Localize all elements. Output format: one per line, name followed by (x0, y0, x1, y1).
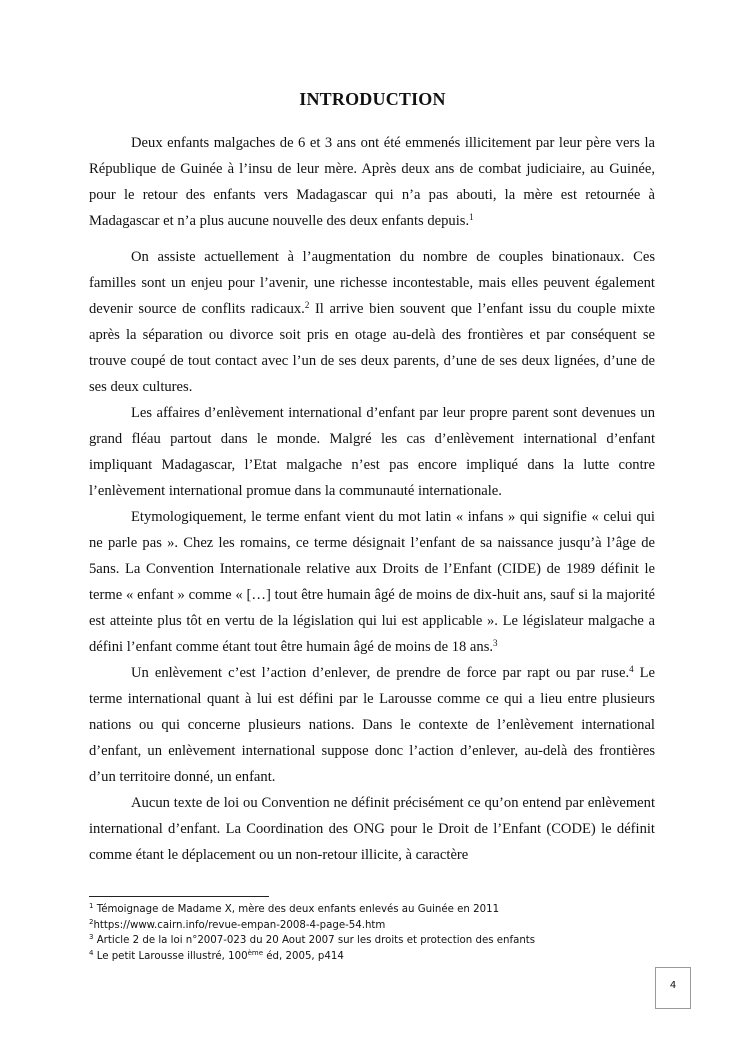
page-title: INTRODUCTION (299, 89, 446, 109)
paragraph: Aucun texte de loi ou Convention ne définit précisément ce qu’on entend par enlèvement international d’enfant. La Coordination des ONG pour le Droit de l’Enfant (CODE) le définit comme étant le déplacement ou un non-retour illicite, à caractère (89, 795, 655, 863)
paragraph: Etymologiquement, le terme enfant vient du mot latin « infans » qui signifie « celui qui ne parle pas ». Chez les romains, ce terme désignait l’enfant de sa naissance jusqu’à l’âge de 5ans. La Convention Internationale relative aux Droits de l’Enfant (CIDE) de 1989 définit le terme « enfant » comme « […] tout être humain âgé de moins de dix-huit ans, sauf si la majorité est atteinte plus tôt en vertu de la législation qui lui est applicable ». Le législateur malgache a défini l’enfant comme étant tout être humain âgé de moins de 18 ans.$^3$ (89, 509, 655, 655)
paragraph: Un enlèvement c’est l’action d’enlever, de prendre de force par rapt ou par ruse.$^4$ Le terme international quant à lui est défini par le Larousse comme ce qui a lieu entre plusieurs nations ou qui concerne plusieurs nations. Dans le contexte de l’enlèvement international d’enfant, un enlèvement international suppose donc l’action d’enlever, au-delà des frontières d’un territoire donné, un enfant. (89, 664, 655, 785)
footnote: $^2$https://www.cairn.info/revue-empan-2008-4-page-54.htm (89, 917, 386, 931)
footnote: $^3$ Article 2 de la loi n°2007-023 du 20 Aout 2007 sur les droits et protection des enfants (89, 933, 536, 946)
footnote: $^1$ Témoignage de Madame X, mère des deux enfants enlevés au Guinée en 2011 (89, 902, 500, 915)
body-text (89, 130, 655, 868)
footnotes (89, 902, 655, 964)
footnote-url[interactable]: https://www.cairn.info/revue-empan-2008-4-page-54.htm (93, 919, 386, 931)
footnote-divider (89, 896, 269, 897)
paragraph: On assiste actuellement à l’augmentation du nombre de couples binationaux. Ces familles sont un enjeu pour l’avenir, une richesse incontestable, mais elles peuvent également devenir source de conflits radicaux.$^2$ Il arrive bien souvent que l’enfant issu du couple mixte après la séparation ou divorce soit pris en otage au-delà des frontières et par conséquent se trouve coupé de tout contact avec l’un de ses deux parents, d’une de ses deux lignées, d’une de ses deux cultures. (89, 249, 655, 395)
footnote-ref: 2 (304, 300, 310, 310)
paragraph: Deux enfants malgaches de 6 et 3 ans ont été emmenés illicitement par leur père vers la République de Guinée à l’insu de leur mère. Après deux ans de combat judiciaire, au Guinée, pour le retour des enfants vers Madagascar qui n’a pas abouti, la mère est retournée à Madagascar et n’a plus aucune nouvelle des deux enfants depuis.$^1$ (89, 135, 655, 229)
footnote-ref: 3 (493, 638, 498, 648)
footnote: $^4$ Le petit Larousse illustré, 100ème éd, 2005, p414 (89, 948, 344, 962)
paragraph: Les affaires d’enlèvement international d’enfant par leur propre parent sont devenues un grand fléau partout dans le monde. Malgré les cas d’enlèvement international d’enfant impliquant Madagascar, l’Etat malgache n’est pas encore impliqué dans la lutte contre l’enlèvement international promue dans la communauté internationale. (89, 405, 655, 499)
footnote-ref: 4 (629, 664, 634, 674)
page-number: 4 (655, 967, 691, 1009)
footnote-ref: 1 (469, 212, 474, 222)
